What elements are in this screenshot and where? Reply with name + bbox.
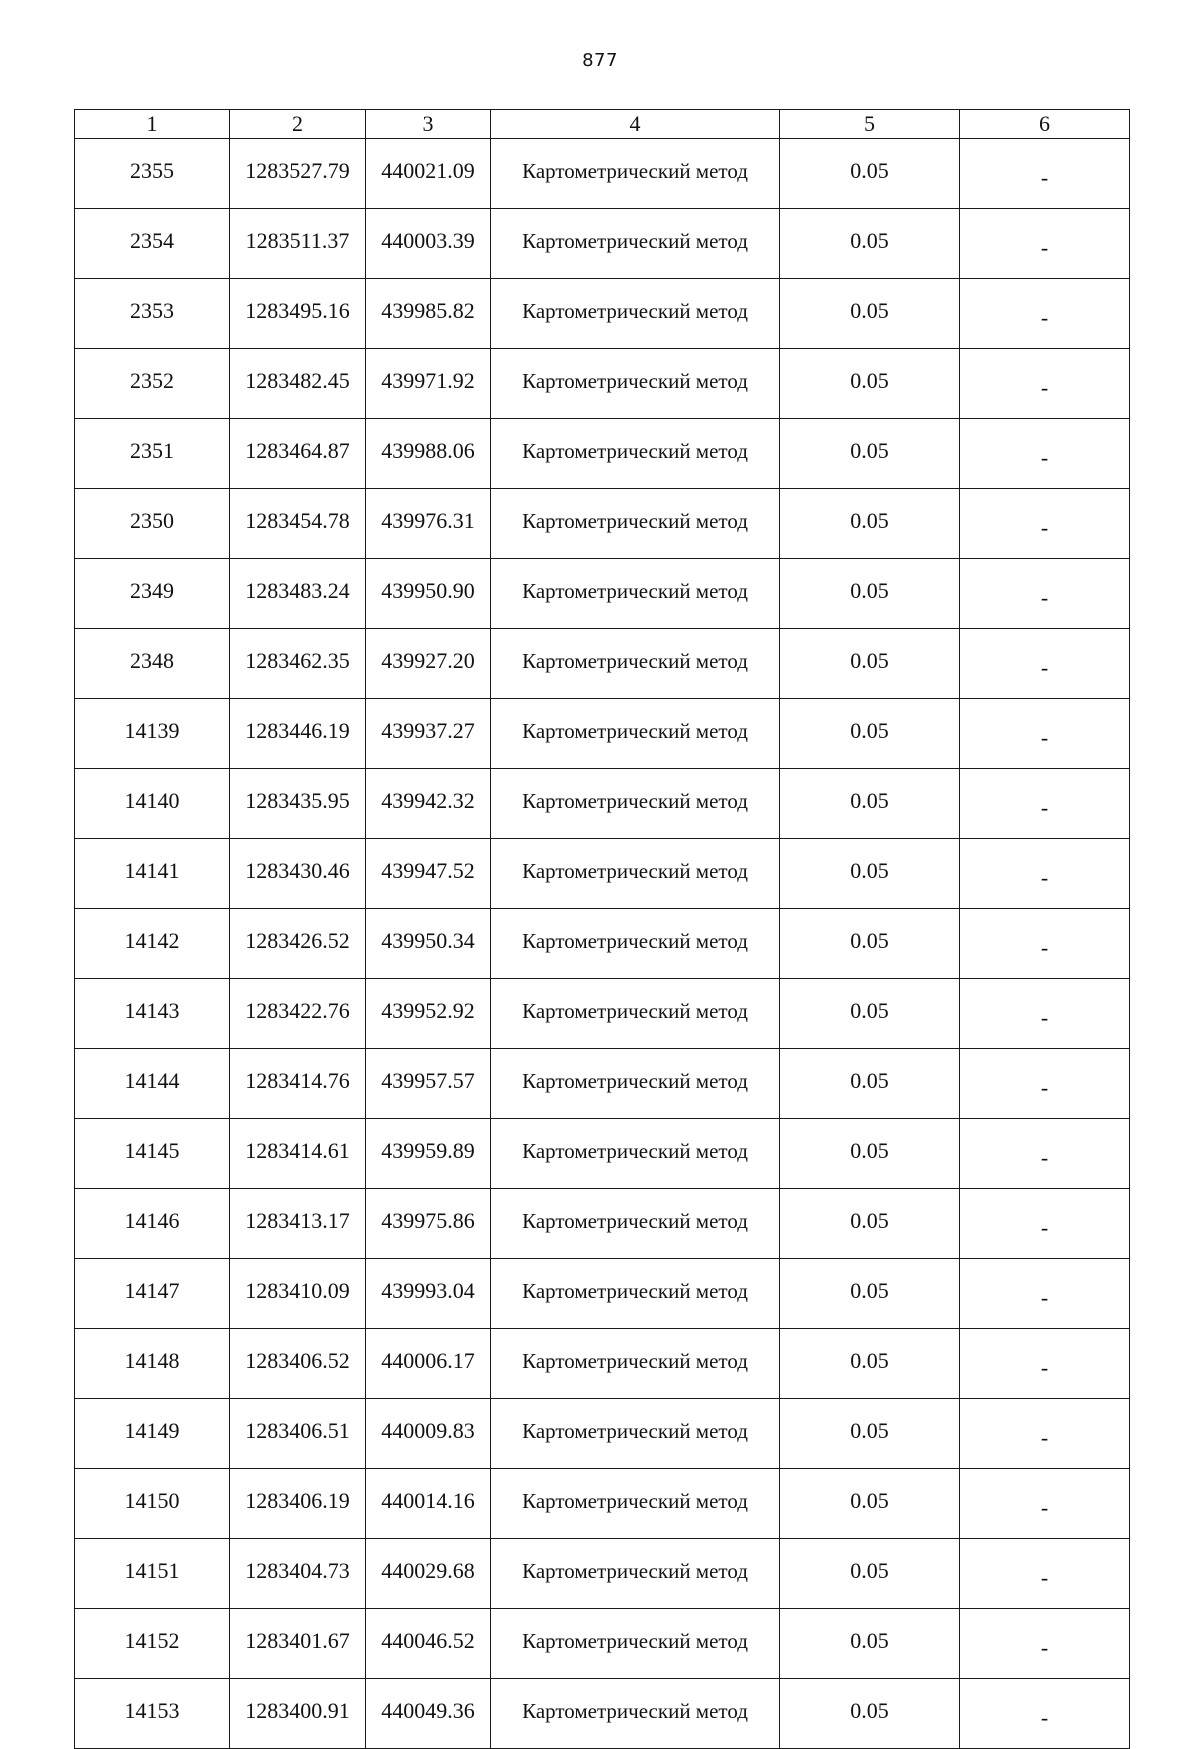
point-number-cell: 2352 — [75, 349, 230, 419]
x-coordinate-cell: 1283483.24 — [230, 559, 366, 629]
table-row — [75, 1399, 1130, 1469]
y-coordinate-cell: 440021.09 — [366, 139, 491, 209]
y-coordinate-cell: 440009.83 — [366, 1399, 491, 1469]
table-row — [75, 279, 1130, 349]
table-row — [75, 419, 1130, 489]
point-number-cell: 2349 — [75, 559, 230, 629]
point-number-cell: 14143 — [75, 979, 230, 1049]
point-number-cell: 2354 — [75, 209, 230, 279]
table-row — [75, 1189, 1130, 1259]
table-row — [75, 1329, 1130, 1399]
x-coordinate-cell: 1283406.19 — [230, 1469, 366, 1539]
y-coordinate-cell: 439957.57 — [366, 1049, 491, 1119]
note-cell: - — [960, 419, 1130, 489]
y-coordinate-cell: 440029.68 — [366, 1539, 491, 1609]
table-row — [75, 489, 1130, 559]
table-row — [75, 1049, 1130, 1119]
table-row — [75, 629, 1130, 699]
note-cell: - — [960, 1539, 1130, 1609]
x-coordinate-cell: 1283422.76 — [230, 979, 366, 1049]
x-coordinate-cell: 1283435.95 — [230, 769, 366, 839]
column-header: 6 — [960, 110, 1130, 139]
accuracy-cell: 0.05 — [780, 279, 960, 349]
point-number-cell: 2355 — [75, 139, 230, 209]
accuracy-cell: 0.05 — [780, 909, 960, 979]
x-coordinate-cell: 1283426.52 — [230, 909, 366, 979]
method-cell: Картометрический метод — [491, 139, 780, 209]
x-coordinate-cell: 1283446.19 — [230, 699, 366, 769]
point-number-cell: 2351 — [75, 419, 230, 489]
method-cell: Картометрический метод — [491, 1259, 780, 1329]
accuracy-cell: 0.05 — [780, 419, 960, 489]
method-cell: Картометрический метод — [491, 1329, 780, 1399]
column-header: 4 — [491, 110, 780, 139]
method-cell: Картометрический метод — [491, 909, 780, 979]
note-cell: - — [960, 979, 1130, 1049]
accuracy-cell: 0.05 — [780, 1399, 960, 1469]
method-cell: Картометрический метод — [491, 629, 780, 699]
column-header: 2 — [230, 110, 366, 139]
method-cell: Картометрический метод — [491, 1049, 780, 1119]
y-coordinate-cell: 439975.86 — [366, 1189, 491, 1259]
x-coordinate-cell: 1283410.09 — [230, 1259, 366, 1329]
note-cell: - — [960, 1329, 1130, 1399]
method-cell: Картометрический метод — [491, 209, 780, 279]
y-coordinate-cell: 439959.89 — [366, 1119, 491, 1189]
accuracy-cell: 0.05 — [780, 629, 960, 699]
point-number-cell: 14139 — [75, 699, 230, 769]
point-number-cell: 2350 — [75, 489, 230, 559]
point-number-cell: 2348 — [75, 629, 230, 699]
x-coordinate-cell: 1283401.67 — [230, 1609, 366, 1679]
y-coordinate-cell: 439993.04 — [366, 1259, 491, 1329]
method-cell: Картометрический метод — [491, 1539, 780, 1609]
point-number-cell: 14147 — [75, 1259, 230, 1329]
table-header-row — [75, 110, 1130, 139]
note-cell: - — [960, 909, 1130, 979]
y-coordinate-cell: 439985.82 — [366, 279, 491, 349]
accuracy-cell: 0.05 — [780, 349, 960, 419]
accuracy-cell: 0.05 — [780, 559, 960, 629]
note-cell: - — [960, 629, 1130, 699]
note-cell: - — [960, 839, 1130, 909]
y-coordinate-cell: 440014.16 — [366, 1469, 491, 1539]
method-cell: Картометрический метод — [491, 1119, 780, 1189]
accuracy-cell: 0.05 — [780, 1329, 960, 1399]
table-row — [75, 1679, 1130, 1749]
column-header: 5 — [780, 110, 960, 139]
y-coordinate-cell: 439952.92 — [366, 979, 491, 1049]
accuracy-cell: 0.05 — [780, 489, 960, 559]
accuracy-cell: 0.05 — [780, 1189, 960, 1259]
coordinates-table — [74, 109, 1130, 1749]
table-row — [75, 1119, 1130, 1189]
method-cell: Картометрический метод — [491, 1679, 780, 1749]
x-coordinate-cell: 1283511.37 — [230, 209, 366, 279]
accuracy-cell: 0.05 — [780, 209, 960, 279]
table-row — [75, 909, 1130, 979]
table-row — [75, 209, 1130, 279]
table-row — [75, 769, 1130, 839]
note-cell: - — [960, 1469, 1130, 1539]
x-coordinate-cell: 1283404.73 — [230, 1539, 366, 1609]
x-coordinate-cell: 1283414.61 — [230, 1119, 366, 1189]
note-cell: - — [960, 1609, 1130, 1679]
method-cell: Картометрический метод — [491, 1609, 780, 1679]
x-coordinate-cell: 1283406.51 — [230, 1399, 366, 1469]
x-coordinate-cell: 1283414.76 — [230, 1049, 366, 1119]
table-row — [75, 559, 1130, 629]
accuracy-cell: 0.05 — [780, 1119, 960, 1189]
note-cell: - — [960, 279, 1130, 349]
table-row — [75, 1609, 1130, 1679]
accuracy-cell: 0.05 — [780, 1539, 960, 1609]
note-cell: - — [960, 1399, 1130, 1469]
y-coordinate-cell: 440046.52 — [366, 1609, 491, 1679]
table-row — [75, 1259, 1130, 1329]
y-coordinate-cell: 439950.90 — [366, 559, 491, 629]
method-cell: Картометрический метод — [491, 1189, 780, 1259]
y-coordinate-cell: 440006.17 — [366, 1329, 491, 1399]
method-cell: Картометрический метод — [491, 489, 780, 559]
point-number-cell: 14142 — [75, 909, 230, 979]
note-cell: - — [960, 209, 1130, 279]
point-number-cell: 14146 — [75, 1189, 230, 1259]
x-coordinate-cell: 1283495.16 — [230, 279, 366, 349]
accuracy-cell: 0.05 — [780, 1049, 960, 1119]
table-row — [75, 699, 1130, 769]
note-cell: - — [960, 1679, 1130, 1749]
accuracy-cell: 0.05 — [780, 769, 960, 839]
note-cell: - — [960, 1189, 1130, 1259]
method-cell: Картометрический метод — [491, 1399, 780, 1469]
y-coordinate-cell: 439942.32 — [366, 769, 491, 839]
column-header: 3 — [366, 110, 491, 139]
method-cell: Картометрический метод — [491, 279, 780, 349]
y-coordinate-cell: 440049.36 — [366, 1679, 491, 1749]
table-row — [75, 139, 1130, 209]
column-header: 1 — [75, 110, 230, 139]
y-coordinate-cell: 439971.92 — [366, 349, 491, 419]
y-coordinate-cell: 439950.34 — [366, 909, 491, 979]
point-number-cell: 14150 — [75, 1469, 230, 1539]
point-number-cell: 14153 — [75, 1679, 230, 1749]
x-coordinate-cell: 1283400.91 — [230, 1679, 366, 1749]
y-coordinate-cell: 439988.06 — [366, 419, 491, 489]
x-coordinate-cell: 1283462.35 — [230, 629, 366, 699]
table-row — [75, 839, 1130, 909]
accuracy-cell: 0.05 — [780, 1469, 960, 1539]
table-row — [75, 979, 1130, 1049]
x-coordinate-cell: 1283464.87 — [230, 419, 366, 489]
note-cell: - — [960, 699, 1130, 769]
y-coordinate-cell: 439947.52 — [366, 839, 491, 909]
x-coordinate-cell: 1283454.78 — [230, 489, 366, 559]
accuracy-cell: 0.05 — [780, 979, 960, 1049]
method-cell: Картометрический метод — [491, 769, 780, 839]
note-cell: - — [960, 1049, 1130, 1119]
page-number: 877 — [582, 50, 618, 71]
note-cell: - — [960, 139, 1130, 209]
accuracy-cell: 0.05 — [780, 1679, 960, 1749]
note-cell: - — [960, 559, 1130, 629]
y-coordinate-cell: 439927.20 — [366, 629, 491, 699]
point-number-cell: 14152 — [75, 1609, 230, 1679]
point-number-cell: 14141 — [75, 839, 230, 909]
x-coordinate-cell: 1283406.52 — [230, 1329, 366, 1399]
note-cell: - — [960, 349, 1130, 419]
table-row — [75, 349, 1130, 419]
y-coordinate-cell: 439976.31 — [366, 489, 491, 559]
method-cell: Картометрический метод — [491, 979, 780, 1049]
accuracy-cell: 0.05 — [780, 1609, 960, 1679]
point-number-cell: 14148 — [75, 1329, 230, 1399]
note-cell: - — [960, 489, 1130, 559]
table-body — [75, 139, 1130, 1749]
method-cell: Картометрический метод — [491, 699, 780, 769]
point-number-cell: 14140 — [75, 769, 230, 839]
y-coordinate-cell: 440003.39 — [366, 209, 491, 279]
y-coordinate-cell: 439937.27 — [366, 699, 491, 769]
accuracy-cell: 0.05 — [780, 139, 960, 209]
x-coordinate-cell: 1283527.79 — [230, 139, 366, 209]
method-cell: Картометрический метод — [491, 559, 780, 629]
table-row — [75, 1469, 1130, 1539]
accuracy-cell: 0.05 — [780, 1259, 960, 1329]
point-number-cell: 2353 — [75, 279, 230, 349]
accuracy-cell: 0.05 — [780, 839, 960, 909]
table-row — [75, 1539, 1130, 1609]
point-number-cell: 14151 — [75, 1539, 230, 1609]
method-cell: Картометрический метод — [491, 419, 780, 489]
accuracy-cell: 0.05 — [780, 699, 960, 769]
point-number-cell: 14149 — [75, 1399, 230, 1469]
method-cell: Картометрический метод — [491, 349, 780, 419]
x-coordinate-cell: 1283482.45 — [230, 349, 366, 419]
note-cell: - — [960, 1259, 1130, 1329]
x-coordinate-cell: 1283413.17 — [230, 1189, 366, 1259]
point-number-cell: 14145 — [75, 1119, 230, 1189]
method-cell: Картометрический метод — [491, 1469, 780, 1539]
method-cell: Картометрический метод — [491, 839, 780, 909]
x-coordinate-cell: 1283430.46 — [230, 839, 366, 909]
note-cell: - — [960, 769, 1130, 839]
point-number-cell: 14144 — [75, 1049, 230, 1119]
note-cell: - — [960, 1119, 1130, 1189]
